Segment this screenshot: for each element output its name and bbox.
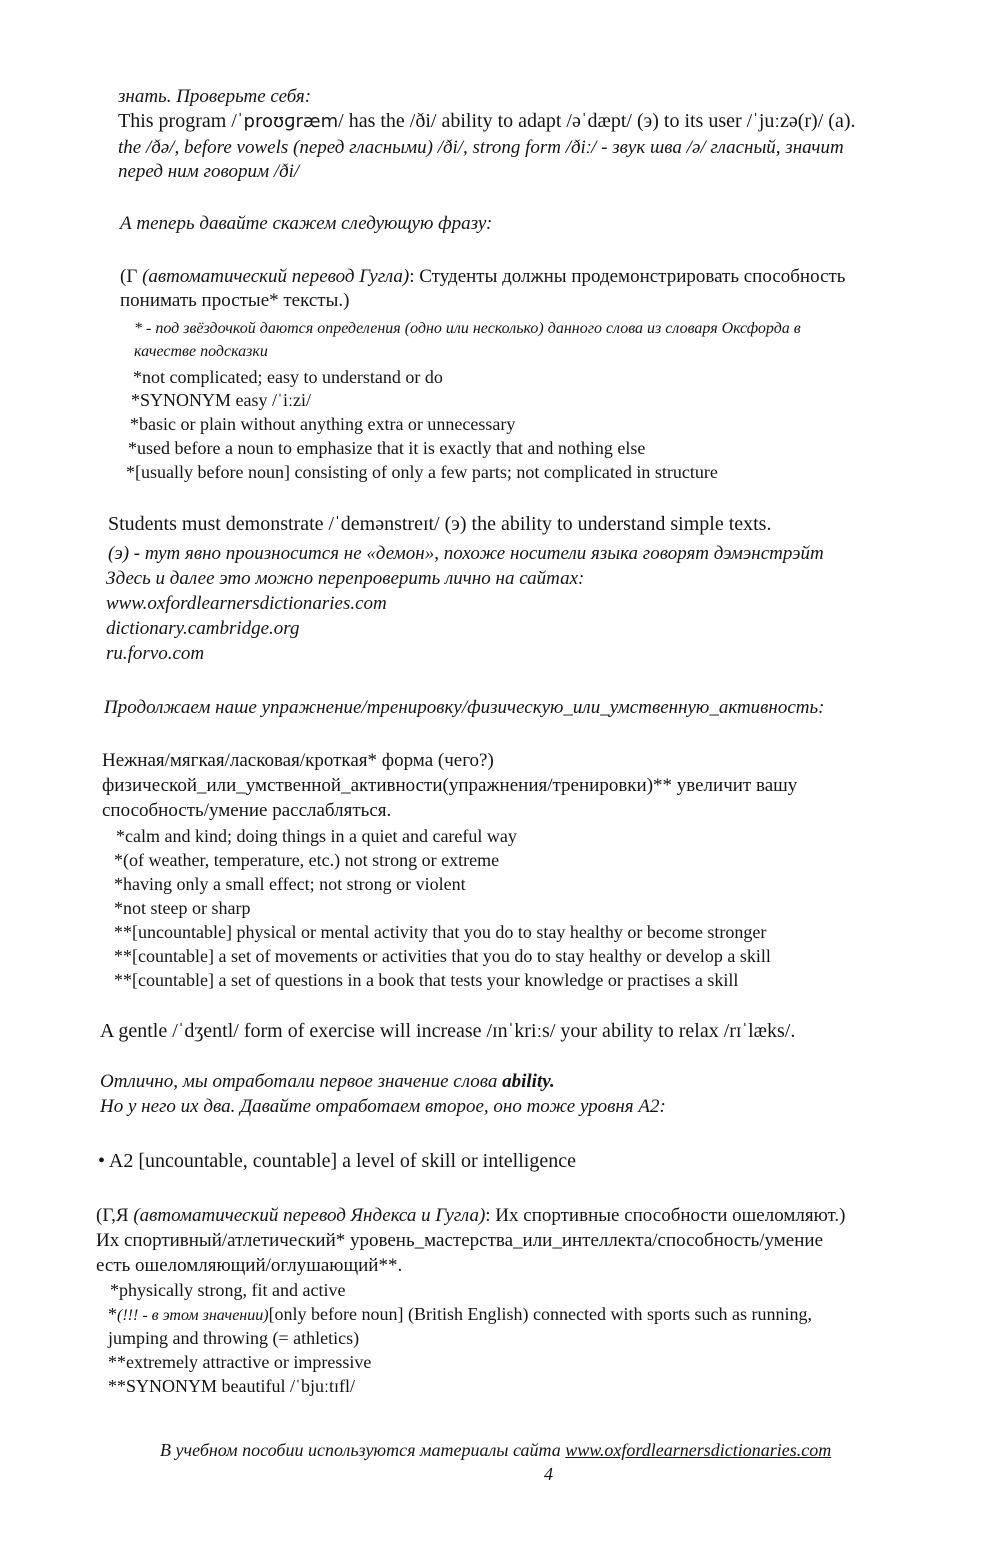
meaning-entry: • A2 [uncountable, countable] a level of skill or intelligence bbox=[98, 1150, 576, 1172]
page-number: 4 bbox=[544, 1464, 553, 1484]
definition-line: *physically strong, fit and active bbox=[110, 1280, 346, 1300]
website-line: www.oxfordlearnersdictionaries.com bbox=[106, 593, 387, 614]
text-line: Здесь и далее это можно перепроверить лично на сайтах: bbox=[106, 568, 585, 589]
definition-line: **[countable] a set of questions in a book that tests your knowledge or practises a skill bbox=[114, 970, 739, 990]
definition-line: *not complicated; easy to understand or do bbox=[133, 367, 443, 387]
text-line: (э) - тут явно произносится не «демон», похоже носители языка говорят дэмэнстрэйт bbox=[108, 543, 824, 564]
transcription: proʊɡræm bbox=[243, 111, 339, 132]
text-line: перед ним говорим /ði/ bbox=[118, 161, 300, 182]
definition-line: *basic or plain without anything extra or unnecessary bbox=[130, 414, 516, 434]
definition-line: **[countable] a set of movements or activities that you do to stay healthy or develop a skill bbox=[114, 946, 771, 966]
text-span: (автоматический перевод Яндекса и Гугла) bbox=[133, 1205, 486, 1226]
translation-line: Их спортивный/атлетический* уровень_мастерства_или_интеллекта/способность/умение bbox=[96, 1230, 824, 1251]
definition-line: **[uncountable] physical or mental activity that you do to stay healthy or become stronger bbox=[114, 922, 767, 942]
example-sentence: Students must demonstrate /ˈdemənstreɪt/ (э) the ability to understand simple texts. bbox=[108, 513, 772, 535]
translation-line: способность/умение расслабляться. bbox=[102, 800, 392, 821]
footnote-line: качестве подсказки bbox=[134, 343, 268, 360]
translation-line: есть ошеломляющий/оглушающий**. bbox=[96, 1255, 403, 1276]
section-heading: А теперь давайте скажем следующую фразу: bbox=[120, 213, 493, 234]
definition-line: *not steep or sharp bbox=[114, 898, 251, 918]
footer-text: В учебном пособии используются материалы сайта bbox=[160, 1440, 566, 1460]
text-span: : Их спортивные способности ошеломляют.) bbox=[485, 1205, 846, 1226]
translation-line: физической_или_умственной_активности(упражнения/тренировки)** увеличит вашу bbox=[102, 775, 798, 796]
text-line: the /ðə/, before vowels (перед гласными) /ði/, strong form /ðiː/ - звук шва /ə/ гласный, значит bbox=[118, 137, 844, 158]
text-line bbox=[100, 1071, 555, 1093]
translation-line: Нежная/мягкая/ласковая/кроткая* форма (чего?) bbox=[102, 750, 494, 771]
definition-line: *used before a noun to emphasize that it is exactly that and nothing else bbox=[128, 438, 646, 458]
text-span: (автоматический перевод Гугла) bbox=[142, 266, 410, 287]
definition-line: *[usually before noun] consisting of only a few parts; not complicated in structure bbox=[126, 462, 718, 482]
text-span: Отлично, мы отработали первое значение слова bbox=[100, 1071, 503, 1092]
example-sentence bbox=[118, 110, 855, 133]
translation-line bbox=[96, 1205, 845, 1227]
section-heading: Продолжаем наше упражнение/тренировку/физическую_или_умственную_активность: bbox=[104, 697, 825, 718]
website-line: dictionary.cambridge.org bbox=[106, 618, 300, 639]
text-span: [only before noun] (British English) connected with sports such as running, bbox=[268, 1304, 812, 1324]
website-line: ru.forvo.com bbox=[106, 643, 205, 664]
text-span: This program /ˈ bbox=[118, 110, 244, 132]
definition-line bbox=[108, 1304, 812, 1325]
definition-line: jumping and throwing (= athletics) bbox=[108, 1328, 360, 1348]
text-span: / has the /ði/ ability to adapt /əˈdæpt/ (э) to its user /ˈjuːzə(r)/ (a). bbox=[338, 110, 856, 132]
footer-note bbox=[160, 1440, 831, 1461]
definition-line: *calm and kind; doing things in a quiet and careful way bbox=[116, 826, 517, 846]
example-sentence: A gentle /ˈdʒentl/ form of exercise will increase /ɪnˈkriːs/ your ability to relax /rɪˈlæks/. bbox=[100, 1020, 796, 1042]
definition-line: *having only a small effect; not strong or violent bbox=[114, 874, 466, 894]
footnote-line: * - под звёздочкой даются определения (одно или несколько) данного слова из словаря Оксфорда в bbox=[134, 320, 801, 337]
definition-line: **SYNONYM beautiful /ˈbjuːtɪfl/ bbox=[108, 1376, 355, 1396]
footer-link[interactable]: www.oxfordlearnersdictionaries.com bbox=[565, 1440, 832, 1460]
keyword: ability. bbox=[502, 1071, 555, 1092]
translation-line: понимать простые* тексты.) bbox=[120, 290, 350, 311]
text-span: : Студенты должны продемонстрировать способность bbox=[409, 266, 846, 287]
text-span: (!!! - в этом значении) bbox=[117, 1307, 269, 1324]
text-span: * bbox=[108, 1304, 117, 1324]
text-span: (Г,Я bbox=[96, 1205, 134, 1226]
definition-line: *(of weather, temperature, etc.) not strong or extreme bbox=[114, 850, 500, 870]
text-line: знать. Проверьте себя: bbox=[118, 86, 312, 107]
translation-line bbox=[120, 266, 845, 288]
text-line: Но у него их два. Давайте отработаем второе, оно тоже уровня А2: bbox=[100, 1096, 666, 1117]
text-span: (Г bbox=[120, 266, 143, 287]
definition-line: *SYNONYM easy /ˈiːzi/ bbox=[131, 390, 311, 410]
definition-line: **extremely attractive or impressive bbox=[108, 1352, 372, 1372]
